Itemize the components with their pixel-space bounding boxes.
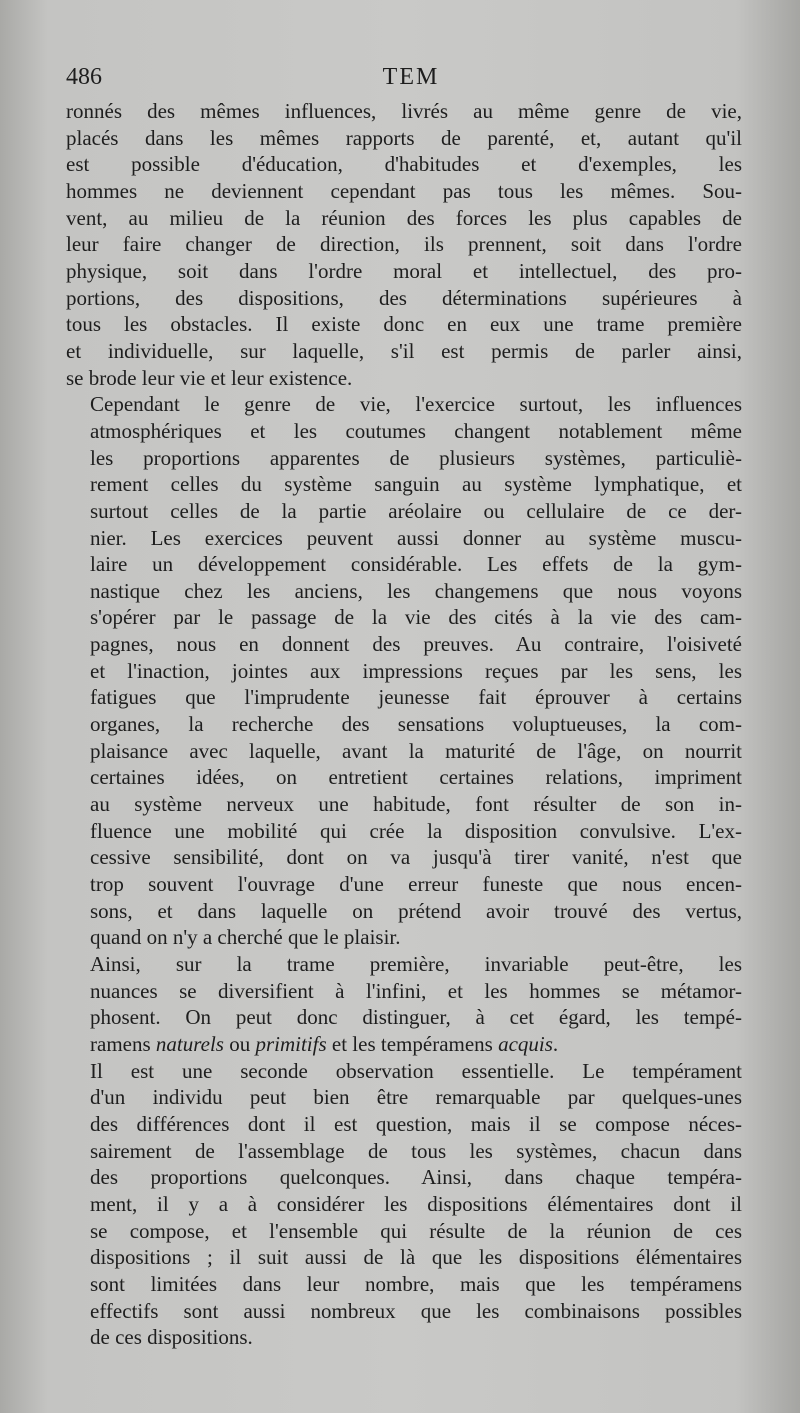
page-header (66, 64, 742, 94)
text-line: rement celles du système sanguin au système lymphatique, et (90, 472, 742, 497)
text-line: effectifs sont aussi nombreux que les combinaisons possibles (90, 1298, 742, 1323)
text-line: placés dans les mêmes rapports de parenté, et, autant qu'il (66, 125, 742, 150)
text-line: Il est une seconde observation essentielle. Le tempérament (90, 1058, 742, 1083)
text-line: des proportions quelconques. Ainsi, dans chaque tempéra- (90, 1165, 742, 1190)
text-line: certaines idées, on entretient certaines relations, impriment (90, 765, 742, 790)
text-line: cessive sensibilité, dont on va jusqu'à tirer vanité, n'est que (90, 845, 742, 870)
text-line: tous les obstacles. Il existe donc en eux une trame première (66, 312, 742, 337)
text-line: fatigues que l'imprudente jeunesse fait éprouver à certains (90, 685, 742, 710)
text-line: sont limitées dans leur nombre, mais que les tempéramens (90, 1271, 742, 1296)
text-line: se brode leur vie et leur existence. (66, 365, 353, 390)
text-line: les proportions apparentes de plusieurs systèmes, particuliè- (90, 445, 742, 470)
text-line: au système nerveux une habitude, font résulter de son in- (90, 792, 742, 817)
text-line: nuances se diversifient à l'infini, et les hommes se métamor- (90, 978, 742, 1003)
text-line: s'opérer par le passage de la vie des cités à la vie des cam- (90, 605, 742, 630)
paragraph (66, 1058, 742, 1351)
text-line: et individuelle, sur laquelle, s'il est permis de parler ainsi, (66, 338, 742, 363)
text-line: organes, la recherche des sensations voluptueuses, la com- (90, 712, 742, 737)
text-line: nier. Les exercices peuvent aussi donner au système muscu- (90, 525, 742, 550)
text-line: Cependant le genre de vie, l'exercice surtout, les influences (90, 392, 742, 417)
paragraph (66, 98, 742, 391)
text-line: fluence une mobilité qui crée la disposition convulsive. L'ex- (90, 818, 742, 843)
text-line: Ainsi, sur la trame première, invariable peut-être, les (90, 952, 742, 976)
text-line: est possible d'éducation, d'habitudes et d'exemples, les (66, 152, 742, 177)
text-line: sons, et dans laquelle on prétend avoir trouvé des vertus, (90, 898, 742, 923)
text-line: vent, au milieu de la réunion des forces les plus capables de (66, 205, 742, 230)
text-line: de ces dispositions. (90, 1325, 253, 1350)
text-line: quand on n'y a cherché que le plaisir. (90, 925, 401, 950)
text-line: nastique chez les anciens, les changemens que nous voyons (90, 578, 742, 603)
text-line: se compose, et l'ensemble qui résulte de la réunion de ces (90, 1218, 742, 1243)
body-text (66, 98, 742, 1351)
text-line: laire un développement considérable. Les effets de la gym- (90, 552, 742, 577)
running-head: TEM (382, 64, 440, 90)
text-line: trop souvent l'ouvrage d'une erreur funeste que nous encen- (90, 872, 742, 897)
text-line: sairement de l'assemblage de tous les systèmes, chacun dans (90, 1138, 742, 1163)
text-line: dispositions ; il suit aussi de là que les dispositions élémentaires (90, 1245, 742, 1270)
text-line: hommes ne deviennent cependant pas tous les mêmes. Sou- (66, 178, 742, 203)
text-line: d'un individu peut bien être remarquable par quelques-unes (90, 1085, 742, 1110)
text-line: et l'inaction, jointes aux impressions reçues par les sens, les (90, 658, 742, 683)
text-line: portions, des dispositions, des déterminations supérieures à (66, 285, 742, 310)
text-line: ronnés des mêmes influences, livrés au même genre de vie, (66, 99, 742, 123)
text-line: atmosphériques et les coutumes changent notablement même (90, 418, 742, 443)
paragraph (66, 951, 742, 1058)
text-line: physique, soit dans l'ordre moral et intellectuel, des pro- (66, 258, 742, 283)
text-line: ramens naturels ou primitifs et les tempéramens acquis. (90, 1031, 559, 1056)
text-line: pagnes, nous en donnent des preuves. Au contraire, l'oisiveté (90, 632, 742, 657)
page-number: 486 (66, 64, 102, 90)
paragraph (66, 391, 742, 951)
text-line: phosent. On peut donc distinguer, à cet égard, les tempé- (90, 1005, 742, 1030)
text-line: ment, il y a à considérer les dispositions élémentaires dont il (90, 1191, 742, 1216)
text-line: plaisance avec laquelle, avant la maturité de l'âge, on nourrit (90, 738, 742, 763)
text-line: surtout celles de la partie aréolaire ou cellulaire de ce der- (90, 498, 742, 523)
text-line: des différences dont il est question, mais il se compose néces- (90, 1111, 742, 1136)
text-line: leur faire changer de direction, ils prennent, soit dans l'ordre (66, 232, 742, 257)
